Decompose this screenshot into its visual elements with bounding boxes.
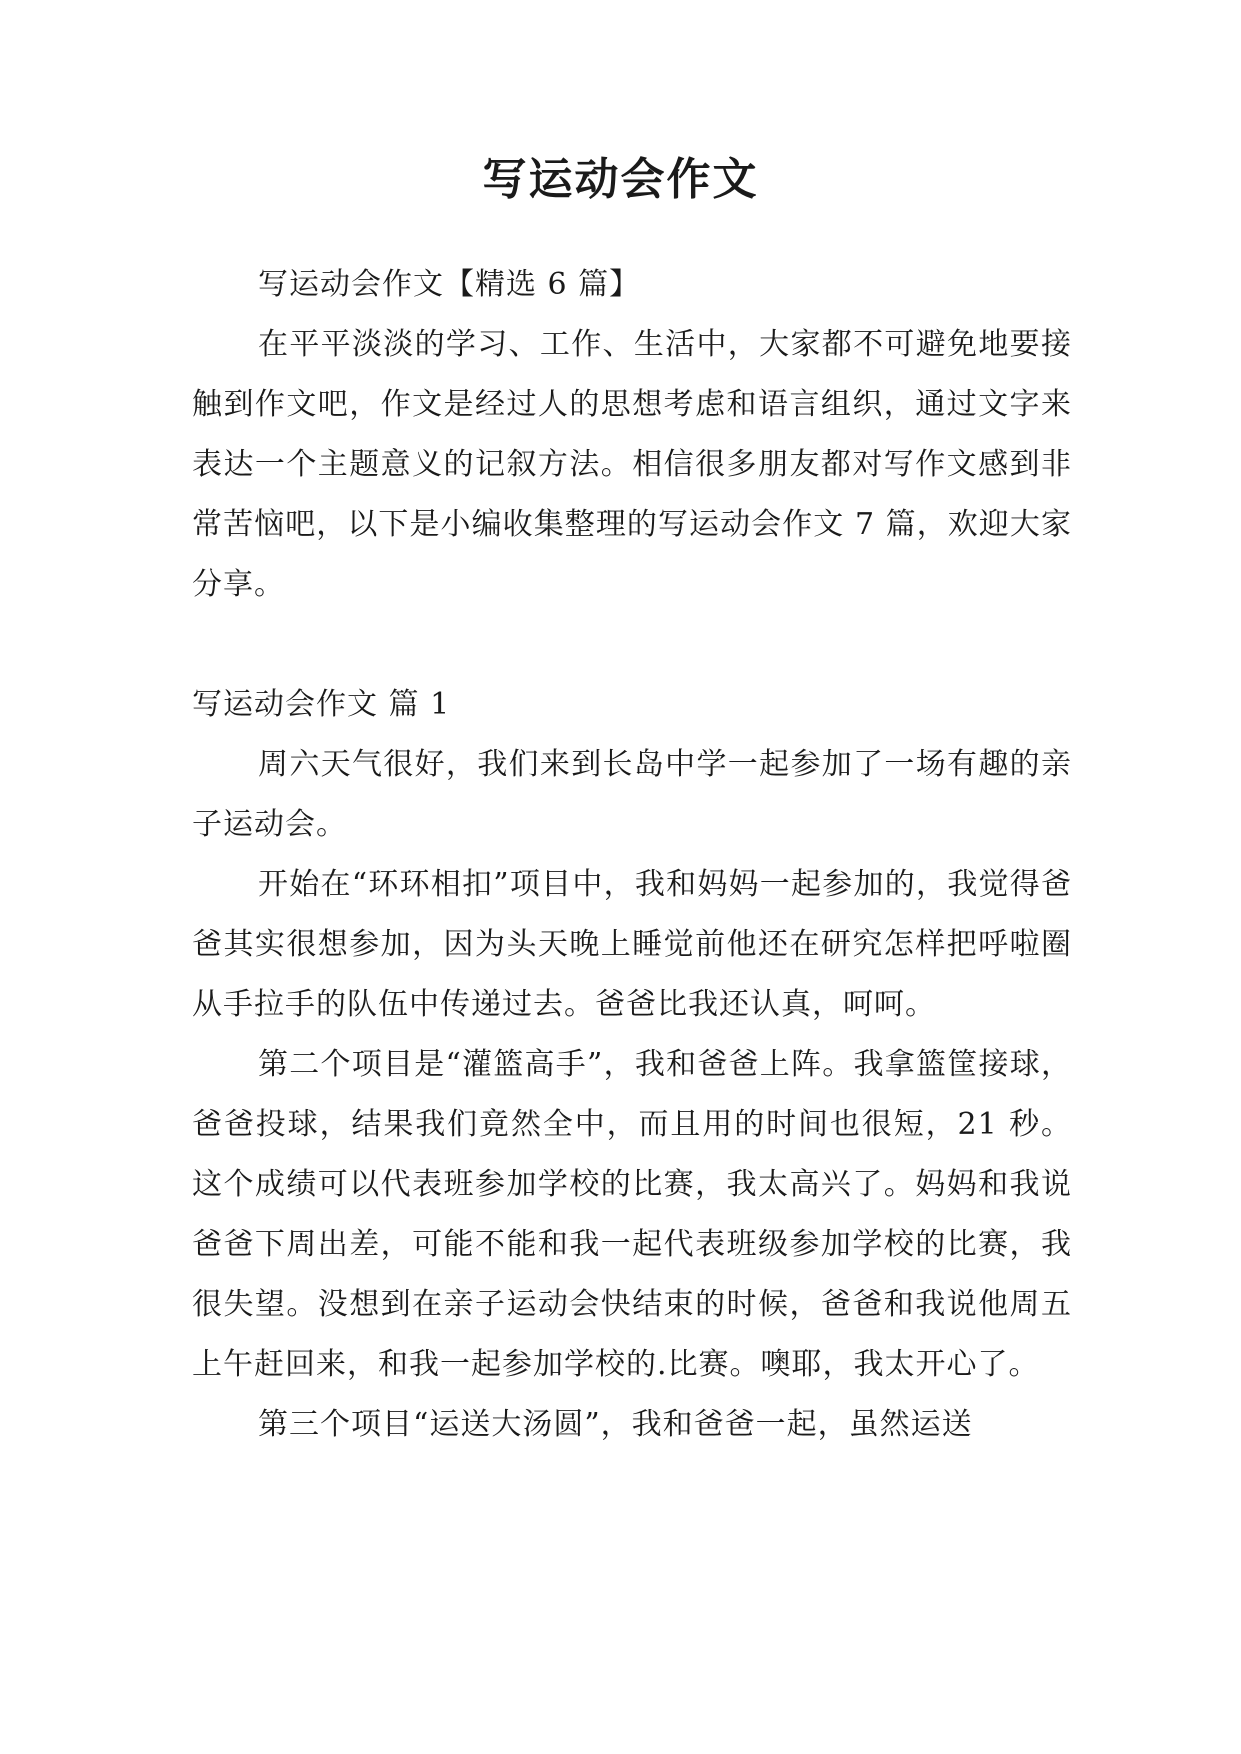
- document-body: [192, 255, 1072, 1455]
- body-paragraph-1: 周六天气很好，我们来到长岛中学一起参加了一场有趣的亲子运动会。: [192, 747, 1072, 842]
- body-paragraph-3: 第二个项目是“灌篮高手”，我和爸爸上阵。我拿篮筐接球，爸爸投球，结果我们竟然全中，而且用的时间也很短，21 秒。这个成绩可以代表班参加学校的比赛，我太高兴了。妈妈和我说爸爸下周出差，可能不能和我一起代表班级参加学校的比赛，我很失望。没想到在亲子运动会快结束的时候，爸爸和我说他周五上午赶回来，和我一起参加学校的.比赛。噢耶，我太开心了。: [192, 1047, 1072, 1382]
- section-heading: 写运动会作文 篇 1: [192, 687, 451, 722]
- document-title: 写运动会作文: [482, 154, 759, 205]
- intro-paragraph: 在平平淡淡的学习、工作、生活中，大家都不可避免地要接触到作文吧，作文是经过人的思想考虑和语言组织，通过文字来表达一个主题意义的记叙方法。相信很多朋友都对写作文感到非常苦恼吧，以下是小编收集整理的写运动会作文 7 篇，欢迎大家分享。: [192, 327, 1072, 602]
- document-subtitle: 写运动会作文【精选 6 篇】: [258, 267, 641, 302]
- body-paragraph-4: 第三个项目“运送大汤圆”，我和爸爸一起，虽然运送: [258, 1407, 973, 1442]
- body-paragraph-2: 开始在“环环相扣”项目中，我和妈妈一起参加的，我觉得爸爸其实很想参加，因为头天晚上睡觉前他还在研究怎样把呼啦圈从手拉手的队伍中传递过去。爸爸比我还认真，呵呵。: [192, 867, 1072, 1022]
- section-spacer: [192, 615, 1072, 675]
